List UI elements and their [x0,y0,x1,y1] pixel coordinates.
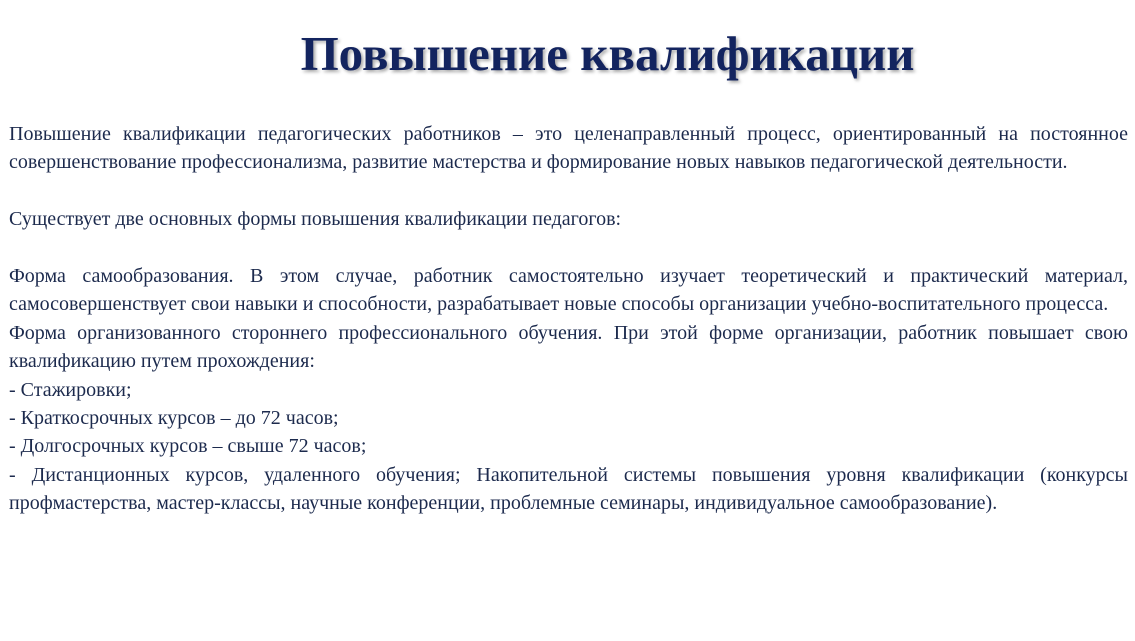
slide-body [9,120,1128,518]
forms-heading: Существует две основных формы повышения квалификации педагогов: [9,208,622,231]
list-item: - Стажировки; [9,378,132,401]
list-item: - Долгосрочных курсов – свыше 72 часов; [9,435,367,458]
list-item: - Краткосрочных курсов – до 72 часов; [9,407,339,430]
spacer [9,234,1128,262]
spacer [9,177,1128,205]
self-education-paragraph: Форма самообразования. В этом случае, работник самостоятельно изучает теоретический и практический материал, самосовершенствует свои навыки и способности, разрабатывает новые способы организации учебно-воспитательного процесса. [9,265,1128,316]
page-title: Повышение квалификации [300,26,915,81]
intro-paragraph: Повышение квалификации педагогических работников – это целенаправленный процесс, ориентированный на постоянное совершенствование профессионализма, развитие мастерства и формирование новых навыков педагогической деятельности. [9,123,1128,174]
organized-training-paragraph: Форма организованного стороннего профессионального обучения. При этой форме организации, работник повышает свою квалификацию путем прохождения: [9,321,1128,373]
list-item-last: - Дистанционных курсов, удаленного обучения; Накопительной системы повышения уровня квалификации (конкурсы профмастерства, мастер-классы, научные конференции, проблемные семинары, индивидуальное самообразование). [9,463,1128,515]
